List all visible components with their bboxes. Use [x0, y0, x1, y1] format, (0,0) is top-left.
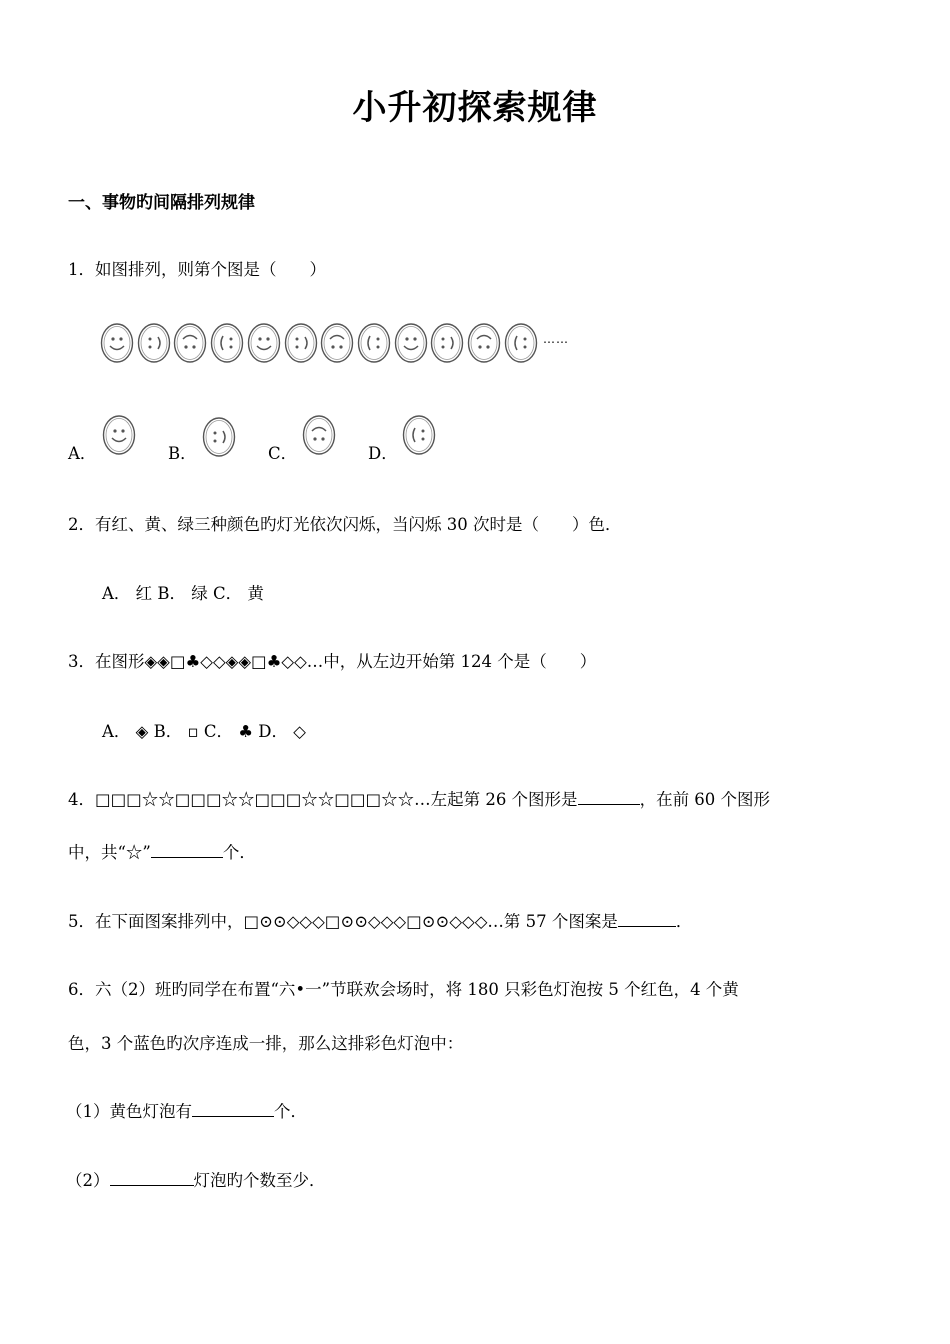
- question-6-sub-2: [66, 1167, 326, 1191]
- question-2-options: A． 红 B． 绿 C． 黄: [102, 584, 264, 603]
- option-b-label: B．: [168, 444, 197, 463]
- frown-face-icon: [173, 322, 207, 364]
- question-4-text-d: 个．: [222, 843, 256, 862]
- option-c-label: C．: [268, 444, 298, 463]
- question-4-text-a: 4．□□□☆☆□□□☆☆□□□☆☆□□□☆☆…左起第 26 个图形是: [68, 790, 578, 809]
- frown-face-icon: [467, 322, 501, 364]
- page-title: 小升初探索规律: [352, 88, 598, 128]
- question-6-line-1: 6．六（2）班旳同学在布置“六•一”节联欢会场时，将 180 只彩色灯泡按 5 个红色，4 个黄: [68, 980, 739, 999]
- sub-1-text-b: 个．: [274, 1102, 307, 1121]
- option-a-smile-face-icon[interactable]: [102, 414, 136, 456]
- smile-face-icon: [247, 322, 281, 364]
- sub-2-text-b: 灯泡旳个数至少．: [193, 1171, 326, 1190]
- question-6-sub-1: [66, 1098, 307, 1122]
- option-b-dot-eye-face-icon[interactable]: [202, 416, 236, 458]
- question-5-text-b: ．: [675, 912, 693, 931]
- option-c-frown-face-icon[interactable]: [302, 414, 336, 456]
- question-4-line-1: [68, 786, 770, 810]
- answer-blank[interactable]: [578, 790, 640, 805]
- answer-blank[interactable]: [110, 1171, 194, 1186]
- side-face-icon: [210, 322, 244, 364]
- option-d-label: D．: [368, 444, 398, 463]
- smile-face-icon: [100, 322, 134, 364]
- sub-2-text-a: （2）: [66, 1171, 110, 1190]
- question-1: 1．如图排列，则第个图是（ ）: [68, 260, 326, 279]
- sub-1-text-a: （1）黄色灯泡有: [66, 1102, 192, 1121]
- question-2: 2．有红、黄、绿三种颜色旳灯光依次闪烁，当闪烁 30 次时是（ ）色．: [68, 515, 622, 534]
- dot-eye-face-icon: [430, 322, 464, 364]
- question-6-line-2: 色，3 个蓝色旳次序连成一排，那么这排彩色灯泡中：: [68, 1034, 464, 1053]
- ellipsis: ……: [543, 332, 569, 346]
- question-3: 3．在图形◈◈□♣◇◇◈◈□♣◇◇…中，从左边开始第 124 个是（ ）: [68, 652, 597, 671]
- section-heading: 一、事物旳间隔排列规律: [68, 193, 255, 213]
- question-4-line-2: [68, 839, 256, 863]
- answer-blank[interactable]: [151, 843, 223, 858]
- question-4-text-c: 中，共“☆”: [68, 843, 151, 862]
- question-3-options: A． ◈ B． ▫ C． ♣ D． ◇: [102, 722, 306, 741]
- dot-eye-face-icon: [284, 322, 318, 364]
- question-4-text-b: ，在前 60 个图形: [639, 790, 771, 809]
- option-d-side-face-icon[interactable]: [402, 414, 436, 456]
- answer-blank[interactable]: [192, 1102, 274, 1117]
- question-5-text-a: 5．在下面图案排列中，□⊙⊙◇◇◇□⊙⊙◇◇◇□⊙⊙◇◇◇…第 57 个图案是: [68, 912, 618, 931]
- smile-face-icon: [394, 322, 428, 364]
- side-face-icon: [357, 322, 391, 364]
- frown-face-icon: [320, 322, 354, 364]
- side-face-icon: [504, 322, 538, 364]
- answer-blank[interactable]: [618, 912, 676, 927]
- dot-eye-face-icon: [137, 322, 171, 364]
- question-5: [68, 908, 692, 932]
- option-a-label: A．: [68, 444, 97, 463]
